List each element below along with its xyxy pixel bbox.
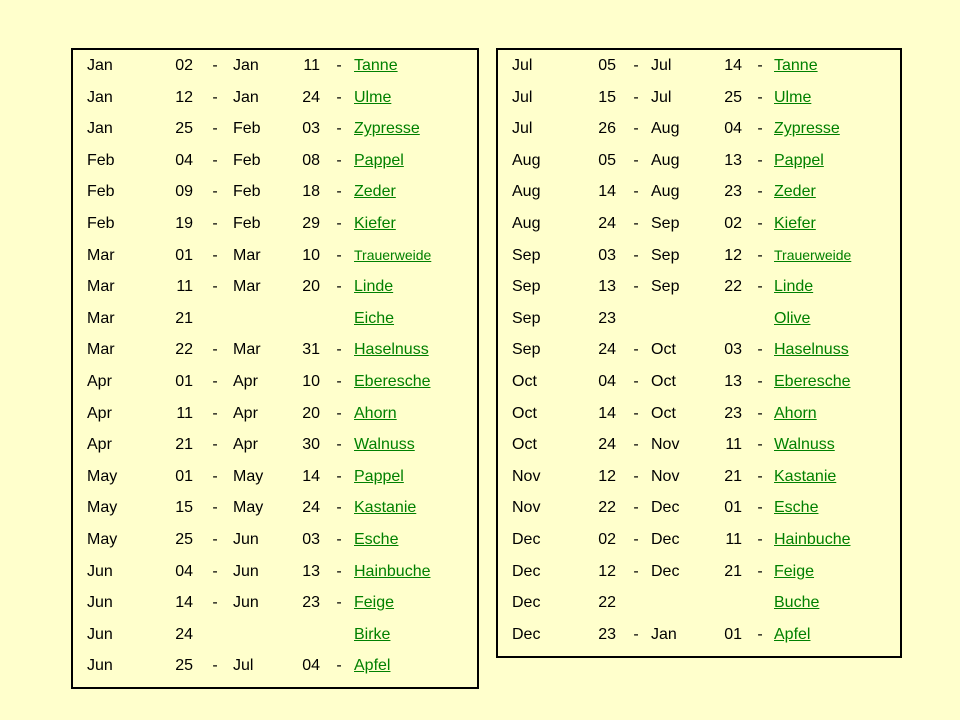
separator: - <box>757 372 763 390</box>
end-day: 22 <box>724 278 742 296</box>
table-row <box>498 176 900 208</box>
start-day: 01 <box>175 246 193 264</box>
table-row <box>498 619 900 651</box>
table-row <box>498 524 900 556</box>
start-month: Feb <box>87 151 115 169</box>
tree-link[interactable]: Trauerweide <box>354 246 432 263</box>
table-row <box>73 650 477 682</box>
separator: - <box>212 467 218 485</box>
separator: - <box>336 214 342 232</box>
end-month: Jun <box>233 530 259 548</box>
start-day: 04 <box>598 372 616 390</box>
separator: - <box>633 57 639 74</box>
separator: - <box>633 278 639 296</box>
tree-link[interactable]: Ulme <box>354 88 392 106</box>
start-month: Jun <box>87 625 113 643</box>
separator: - <box>212 88 218 106</box>
separator: - <box>633 530 639 548</box>
start-day: 23 <box>598 625 616 643</box>
tree-link[interactable]: Kiefer <box>354 214 396 232</box>
tree-link[interactable]: Walnuss <box>774 436 835 454</box>
table-row <box>73 492 477 524</box>
end-day: 12 <box>724 246 742 264</box>
separator: - <box>336 372 342 390</box>
separator: - <box>633 372 639 390</box>
start-day: 19 <box>175 214 193 232</box>
tree-link[interactable]: Ahorn <box>774 404 817 422</box>
end-day: 31 <box>302 341 320 359</box>
tree-link[interactable]: Kastanie <box>774 467 837 485</box>
end-day: 13 <box>302 562 320 580</box>
end-day: 14 <box>724 57 742 74</box>
separator: - <box>336 594 342 612</box>
end-month: Oct <box>651 404 676 422</box>
start-day: 22 <box>175 341 193 359</box>
separator: - <box>633 499 639 517</box>
end-day: 30 <box>302 436 320 454</box>
tree-link[interactable]: Eberesche <box>774 372 851 390</box>
table-row <box>73 271 477 303</box>
end-day: 24 <box>302 499 320 517</box>
separator: - <box>212 372 218 390</box>
start-day: 13 <box>598 278 616 296</box>
start-day: 04 <box>175 151 193 169</box>
end-day: 11 <box>725 436 742 454</box>
tree-link[interactable]: Hainbuche <box>774 530 851 548</box>
end-month: Jul <box>233 657 254 675</box>
start-month: Nov <box>512 467 541 485</box>
end-month: Jan <box>651 625 677 643</box>
table-row <box>498 461 900 493</box>
separator: - <box>212 499 218 517</box>
tree-link[interactable]: Zeder <box>774 183 816 201</box>
separator: - <box>336 246 342 264</box>
table-row <box>498 556 900 588</box>
end-day: 04 <box>724 120 742 138</box>
separator: - <box>633 625 639 643</box>
end-month: Jul <box>651 88 672 106</box>
end-day: 21 <box>724 467 742 485</box>
start-month: May <box>87 467 118 485</box>
separator: - <box>757 436 763 454</box>
start-day: 21 <box>175 436 193 454</box>
separator: - <box>212 562 218 580</box>
table-row <box>498 366 900 398</box>
tree-link[interactable]: Apfel <box>354 657 391 675</box>
tree-link[interactable]: Pappel <box>354 151 404 169</box>
separator: - <box>336 562 342 580</box>
table-row <box>73 366 477 398</box>
tree-link[interactable]: Feige <box>354 594 395 612</box>
separator: - <box>633 341 639 359</box>
tree-link[interactable]: Zypresse <box>354 120 420 138</box>
start-month: May <box>87 499 118 517</box>
separator: - <box>336 404 342 422</box>
table-row <box>73 50 477 82</box>
separator: - <box>336 183 342 201</box>
table-row <box>73 208 477 240</box>
separator: - <box>336 467 342 485</box>
tree-link[interactable]: Linde <box>774 278 814 296</box>
start-day: 12 <box>598 467 616 485</box>
start-month: Jul <box>512 57 533 74</box>
separator: - <box>336 436 342 454</box>
separator: - <box>212 530 218 548</box>
start-month: Dec <box>512 625 541 643</box>
end-day: 01 <box>724 499 742 517</box>
tree-link[interactable]: Kiefer <box>774 214 816 232</box>
end-day: 11 <box>725 530 742 548</box>
end-day: 23 <box>724 183 742 201</box>
tree-link[interactable]: Buche <box>774 594 820 612</box>
separator: - <box>336 278 342 296</box>
tree-link[interactable]: Tanne <box>774 57 818 74</box>
start-month: Jan <box>87 120 113 138</box>
separator: - <box>757 278 763 296</box>
start-day: 11 <box>176 404 193 422</box>
table-row <box>73 240 477 272</box>
start-month: Jun <box>87 562 113 580</box>
start-day: 24 <box>598 436 616 454</box>
start-month: Sep <box>512 309 541 327</box>
end-day: 29 <box>302 214 320 232</box>
start-day: 15 <box>598 88 616 106</box>
start-month: Mar <box>87 278 115 296</box>
start-day: 26 <box>598 120 616 138</box>
separator: - <box>336 120 342 138</box>
start-day: 24 <box>598 214 616 232</box>
table-row <box>73 334 477 366</box>
end-day: 11 <box>303 57 320 74</box>
end-day: 10 <box>302 372 320 390</box>
tree-link[interactable]: Zypresse <box>774 120 840 138</box>
separator: - <box>757 499 763 517</box>
start-month: Aug <box>512 183 541 201</box>
start-month: Oct <box>512 436 537 454</box>
start-day: 25 <box>175 120 193 138</box>
separator: - <box>633 88 639 106</box>
end-day: 20 <box>302 404 320 422</box>
tree-link[interactable]: Haselnuss <box>354 341 429 359</box>
separator: - <box>336 499 342 517</box>
end-month: Apr <box>233 404 258 422</box>
start-month: Dec <box>512 562 541 580</box>
table-row <box>498 429 900 461</box>
end-month: Apr <box>233 372 258 390</box>
tree-link[interactable]: Zeder <box>354 183 396 201</box>
end-month: Sep <box>651 278 680 296</box>
start-day: 03 <box>598 246 616 264</box>
end-month: May <box>233 467 264 485</box>
start-day: 01 <box>175 372 193 390</box>
end-month: Jul <box>651 57 672 74</box>
end-day: 20 <box>302 278 320 296</box>
table-row <box>73 556 477 588</box>
end-day: 14 <box>302 467 320 485</box>
table-row <box>498 208 900 240</box>
tree-link[interactable]: Haselnuss <box>774 341 849 359</box>
end-day: 03 <box>302 530 320 548</box>
end-month: Mar <box>233 246 261 264</box>
start-month: Apr <box>87 436 112 454</box>
separator: - <box>336 151 342 169</box>
start-month: Sep <box>512 341 541 359</box>
end-month: Dec <box>651 530 680 548</box>
end-day: 02 <box>724 214 742 232</box>
tree-link[interactable]: Feige <box>774 562 815 580</box>
separator: - <box>212 151 218 169</box>
table-row <box>498 50 900 82</box>
table-row <box>73 176 477 208</box>
start-day: 24 <box>175 625 193 643</box>
table-row <box>73 461 477 493</box>
end-month: Mar <box>233 341 261 359</box>
separator: - <box>757 341 763 359</box>
separator: - <box>757 57 763 74</box>
start-month: Feb <box>87 214 115 232</box>
separator: - <box>633 246 639 264</box>
start-day: 22 <box>598 499 616 517</box>
end-month: Dec <box>651 562 680 580</box>
tree-link[interactable]: Olive <box>774 309 811 327</box>
start-month: Mar <box>87 309 115 327</box>
end-month: Jan <box>233 57 259 74</box>
separator: - <box>212 57 218 74</box>
table-row <box>73 145 477 177</box>
tree-link[interactable]: Ahorn <box>354 404 397 422</box>
separator: - <box>212 246 218 264</box>
start-month: Feb <box>87 183 115 201</box>
start-month: Jun <box>87 594 113 612</box>
end-day: 23 <box>724 404 742 422</box>
start-month: Jul <box>512 88 533 106</box>
start-month: Oct <box>512 372 537 390</box>
separator: - <box>212 341 218 359</box>
start-month: Dec <box>512 594 541 612</box>
separator: - <box>212 120 218 138</box>
start-day: 04 <box>175 562 193 580</box>
separator: - <box>336 88 342 106</box>
start-month: Apr <box>87 404 112 422</box>
start-day: 14 <box>598 183 616 201</box>
end-month: Nov <box>651 467 680 485</box>
start-day: 23 <box>598 309 616 327</box>
end-day: 03 <box>724 341 742 359</box>
separator: - <box>757 562 763 580</box>
start-day: 14 <box>175 594 193 612</box>
end-month: Dec <box>651 499 680 517</box>
start-day: 12 <box>598 562 616 580</box>
table-row <box>498 145 900 177</box>
table-row <box>498 82 900 114</box>
end-month: Feb <box>233 151 261 169</box>
table-row <box>498 587 900 619</box>
start-month: Dec <box>512 530 541 548</box>
separator: - <box>633 183 639 201</box>
tree-calendar-table-left <box>71 48 479 689</box>
start-month: Sep <box>512 278 541 296</box>
start-day: 09 <box>175 183 193 201</box>
tree-link[interactable]: Tanne <box>354 57 398 74</box>
end-month: Feb <box>233 183 261 201</box>
separator: - <box>212 278 218 296</box>
end-month: Feb <box>233 120 261 138</box>
end-day: 18 <box>302 183 320 201</box>
separator: - <box>633 151 639 169</box>
start-month: Jan <box>87 88 113 106</box>
separator: - <box>757 214 763 232</box>
separator: - <box>633 436 639 454</box>
separator: - <box>212 436 218 454</box>
end-day: 21 <box>724 562 742 580</box>
start-month: Jan <box>87 57 113 74</box>
start-day: 15 <box>175 499 193 517</box>
start-month: Nov <box>512 499 541 517</box>
tree-link[interactable]: Pappel <box>354 467 404 485</box>
end-month: Nov <box>651 436 680 454</box>
start-month: Aug <box>512 214 541 232</box>
separator: - <box>757 467 763 485</box>
separator: - <box>757 120 763 138</box>
end-month: Apr <box>233 436 258 454</box>
end-month: Mar <box>233 278 261 296</box>
end-day: 24 <box>302 88 320 106</box>
tree-link[interactable]: Trauerweide <box>774 246 852 263</box>
table-row <box>498 492 900 524</box>
separator: - <box>212 214 218 232</box>
end-month: May <box>233 499 264 517</box>
start-day: 01 <box>175 467 193 485</box>
start-day: 05 <box>598 151 616 169</box>
end-day: 13 <box>724 372 742 390</box>
tree-calendar-table-right <box>496 48 902 658</box>
tree-link[interactable]: Eberesche <box>354 372 431 390</box>
table-row <box>498 271 900 303</box>
start-day: 12 <box>175 88 193 106</box>
separator: - <box>336 530 342 548</box>
separator: - <box>757 151 763 169</box>
table-row <box>73 524 477 556</box>
start-month: Mar <box>87 246 115 264</box>
tree-link[interactable]: Apfel <box>774 625 811 643</box>
end-day: 03 <box>302 120 320 138</box>
end-month: Aug <box>651 151 680 169</box>
table-row <box>498 113 900 145</box>
table-row <box>73 113 477 145</box>
end-month: Oct <box>651 341 676 359</box>
start-month: Jul <box>512 120 533 138</box>
separator: - <box>336 657 342 675</box>
separator: - <box>633 404 639 422</box>
end-month: Sep <box>651 214 680 232</box>
end-day: 04 <box>302 657 320 675</box>
table-row <box>498 240 900 272</box>
separator: - <box>757 530 763 548</box>
table-row <box>73 398 477 430</box>
end-month: Jan <box>233 88 259 106</box>
end-month: Sep <box>651 246 680 264</box>
separator: - <box>757 88 763 106</box>
separator: - <box>336 341 342 359</box>
end-day: 23 <box>302 594 320 612</box>
end-day: 25 <box>724 88 742 106</box>
end-month: Jun <box>233 594 259 612</box>
end-day: 10 <box>302 246 320 264</box>
start-month: Apr <box>87 372 112 390</box>
start-month: May <box>87 530 118 548</box>
tree-link[interactable]: Kastanie <box>354 499 417 517</box>
tree-link[interactable]: Pappel <box>774 151 824 169</box>
tree-link[interactable]: Eiche <box>354 309 395 327</box>
separator: - <box>212 657 218 675</box>
separator: - <box>757 183 763 201</box>
tree-link[interactable]: Ulme <box>774 88 812 106</box>
table-row <box>498 303 900 335</box>
table-row <box>73 303 477 335</box>
tree-link[interactable]: Hainbuche <box>354 562 431 580</box>
start-month: Jun <box>87 657 113 675</box>
tree-link[interactable]: Linde <box>354 278 394 296</box>
tree-link[interactable]: Birke <box>354 625 391 643</box>
start-day: 21 <box>175 309 193 327</box>
separator: - <box>212 183 218 201</box>
end-day: 08 <box>302 151 320 169</box>
start-day: 11 <box>176 278 193 296</box>
end-month: Oct <box>651 372 676 390</box>
start-month: Oct <box>512 404 537 422</box>
separator: - <box>757 625 763 643</box>
tree-link[interactable]: Esche <box>774 499 819 517</box>
table-row <box>498 398 900 430</box>
separator: - <box>633 562 639 580</box>
table-row <box>73 82 477 114</box>
table-row <box>73 587 477 619</box>
table-row <box>73 429 477 461</box>
start-day: 25 <box>175 657 193 675</box>
tree-link[interactable]: Esche <box>354 530 399 548</box>
tree-link[interactable]: Walnuss <box>354 436 415 454</box>
separator: - <box>757 246 763 264</box>
separator: - <box>633 467 639 485</box>
start-day: 02 <box>598 530 616 548</box>
separator: - <box>757 404 763 422</box>
end-month: Feb <box>233 214 261 232</box>
table-row <box>498 334 900 366</box>
start-month: Sep <box>512 246 541 264</box>
separator: - <box>633 214 639 232</box>
start-month: Aug <box>512 151 541 169</box>
end-day: 13 <box>724 151 742 169</box>
start-day: 02 <box>175 57 193 74</box>
end-month: Aug <box>651 120 680 138</box>
separator: - <box>633 120 639 138</box>
end-month: Aug <box>651 183 680 201</box>
start-day: 22 <box>598 594 616 612</box>
start-day: 25 <box>175 530 193 548</box>
end-month: Jun <box>233 562 259 580</box>
separator: - <box>212 594 218 612</box>
start-day: 14 <box>598 404 616 422</box>
end-day: 01 <box>724 625 742 643</box>
start-day: 05 <box>598 57 616 74</box>
separator: - <box>212 404 218 422</box>
start-day: 24 <box>598 341 616 359</box>
table-row <box>73 619 477 651</box>
separator: - <box>336 57 342 74</box>
start-month: Mar <box>87 341 115 359</box>
